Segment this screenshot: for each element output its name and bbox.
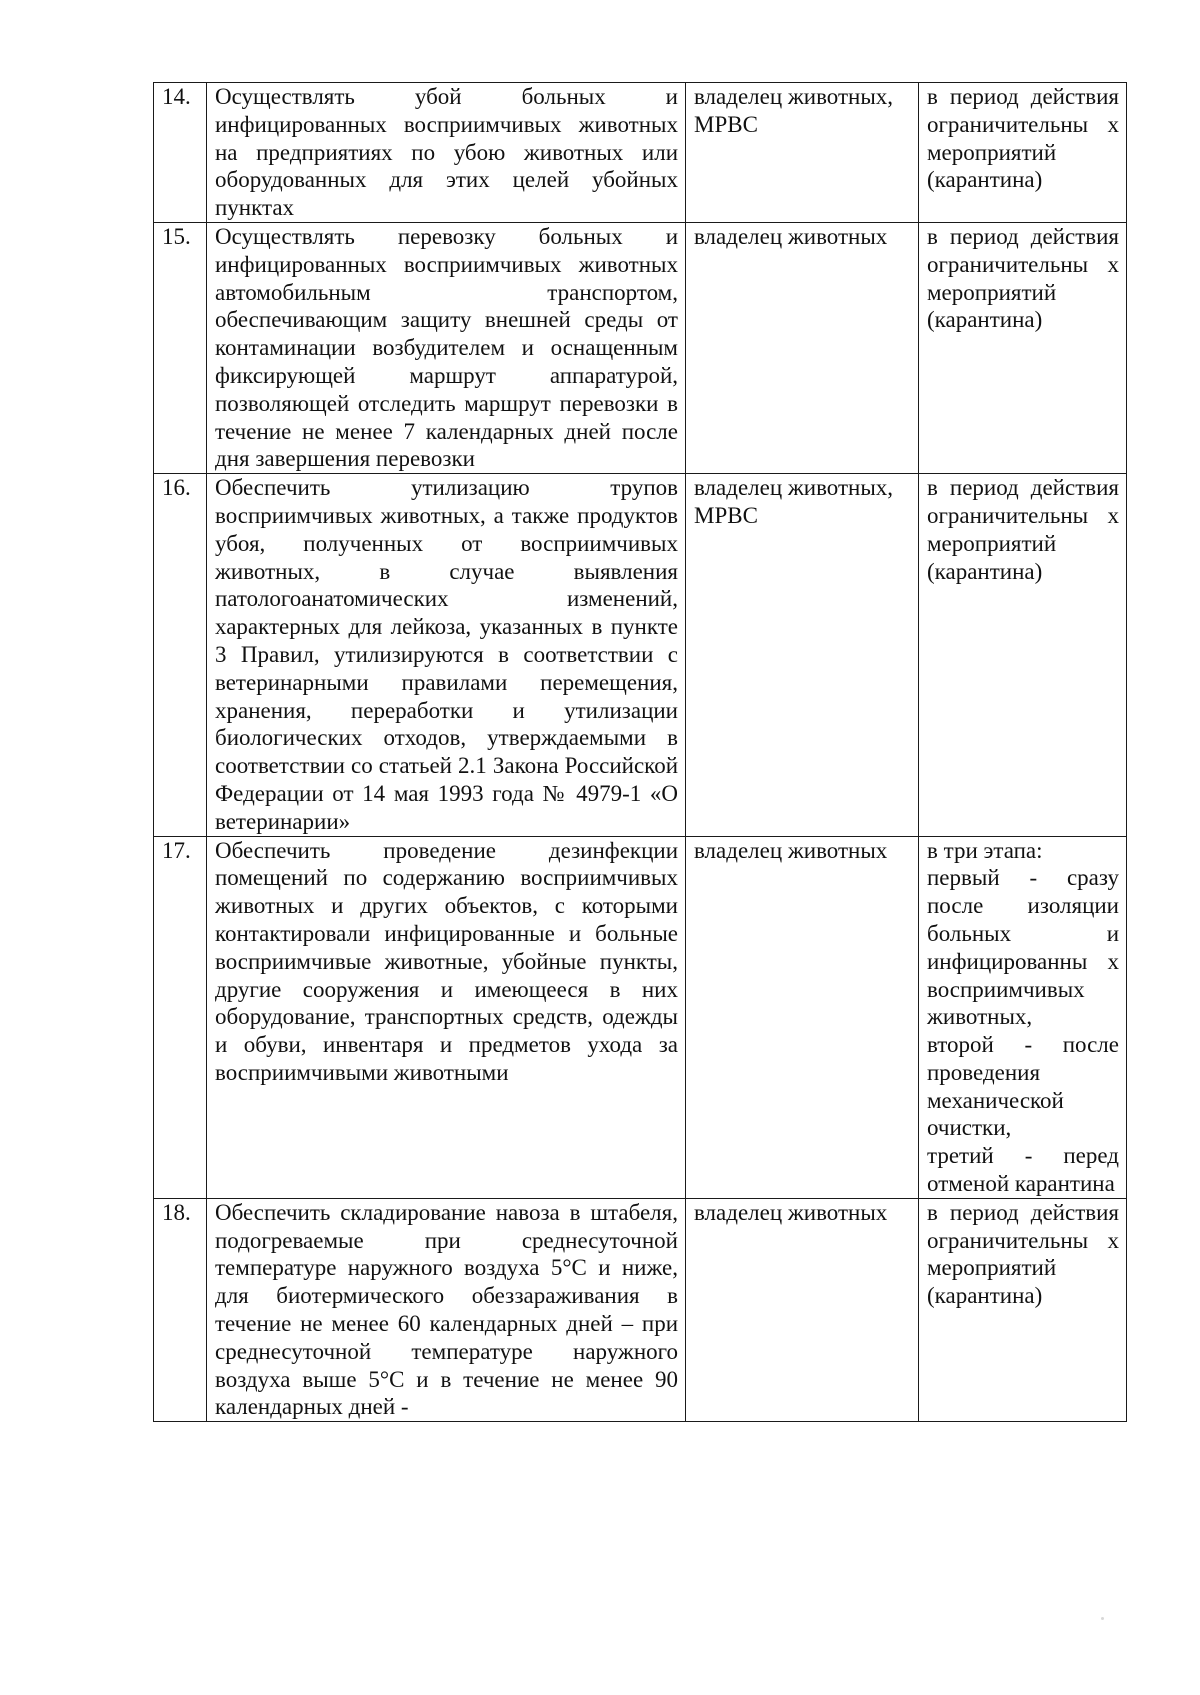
- measures-table: [153, 82, 1127, 1422]
- responsible-party: владелец животных: [686, 836, 919, 1198]
- row-number: 16.: [154, 474, 207, 836]
- table-row: [154, 836, 1127, 1198]
- execution-term: в период действия ограничительны х мероприятий (карантина): [919, 83, 1127, 223]
- measure-description: Обеспечить проведение дезинфекции помещений по содержанию восприимчивых животных и других объектов, с которыми контактировали инфицированные и больные восприимчивые животные, убойные пункты, другие сооружения и имеющееся в них оборудование, транспортных средств, одежды и обуви, инвентаря и предметов ухода за восприимчивыми животными: [207, 836, 686, 1198]
- responsible-party: владелец животных, МРВС: [686, 474, 919, 836]
- responsible-party: владелец животных: [686, 1198, 919, 1421]
- row-number: 14.: [154, 83, 207, 223]
- table-row: [154, 222, 1127, 473]
- execution-term: в период действия ограничительны х мероприятий (карантина): [919, 474, 1127, 836]
- row-number: 18.: [154, 1198, 207, 1421]
- measure-description: Обеспечить складирование навоза в штабеля, подогреваемые при среднесуточной температуре наружного воздуха 5°С и ниже, для биотермического обеззараживания в течение не менее 60 календарных дней – при среднесуточной температуре наружного воздуха выше 5°С и в течение не менее 90 календарных дней -: [207, 1198, 686, 1421]
- measure-description: Обеспечить утилизацию трупов восприимчивых животных, а также продуктов убоя, полученных от восприимчивых животных, в случае выявления патологоанатомических изменений, характерных для лейкоза, указанных в пункте 3 Правил, утилизируются в соответствии с ветеринарными правилами перемещения, хранения, переработки и утилизации биологических отходов, утверждаемыми в соответствии со статьей 2.1 Закона Российской Федерации от 14 мая 1993 года № 4979-1 «О ветеринарии»: [207, 474, 686, 836]
- responsible-party: владелец животных: [686, 222, 919, 473]
- table-row: [154, 83, 1127, 223]
- measure-description: Осуществлять перевозку больных и инфицированных восприимчивых животных автомобильным транспортом, обеспечивающим защиту внешней среды от контаминации возбудителем и оснащенным фиксирующей маршрут аппаратурой, позволяющей отследить маршрут перевозки в течение не менее 7 календарных дней после дня завершения перевозки: [207, 222, 686, 473]
- row-number: 17.: [154, 836, 207, 1198]
- execution-term: в период действия ограничительны х мероприятий (карантина): [919, 222, 1127, 473]
- table-row: [154, 1198, 1127, 1421]
- table-row: [154, 474, 1127, 836]
- scan-speck: [1101, 1617, 1104, 1620]
- row-number: 15.: [154, 222, 207, 473]
- execution-term: в период действия ограничительны х мероприятий (карантина): [919, 1198, 1127, 1421]
- measure-description: Осуществлять убой больных и инфицированных восприимчивых животных на предприятиях по убою животных или оборудованных для этих целей убойных пунктах: [207, 83, 686, 223]
- responsible-party: владелец животных, МРВС: [686, 83, 919, 223]
- execution-term: в три этапа: первый - сразу после изоляции больных и инфицированны х восприимчивых животных, второй - после проведения механической очистки, третий - перед отменой карантина: [919, 836, 1127, 1198]
